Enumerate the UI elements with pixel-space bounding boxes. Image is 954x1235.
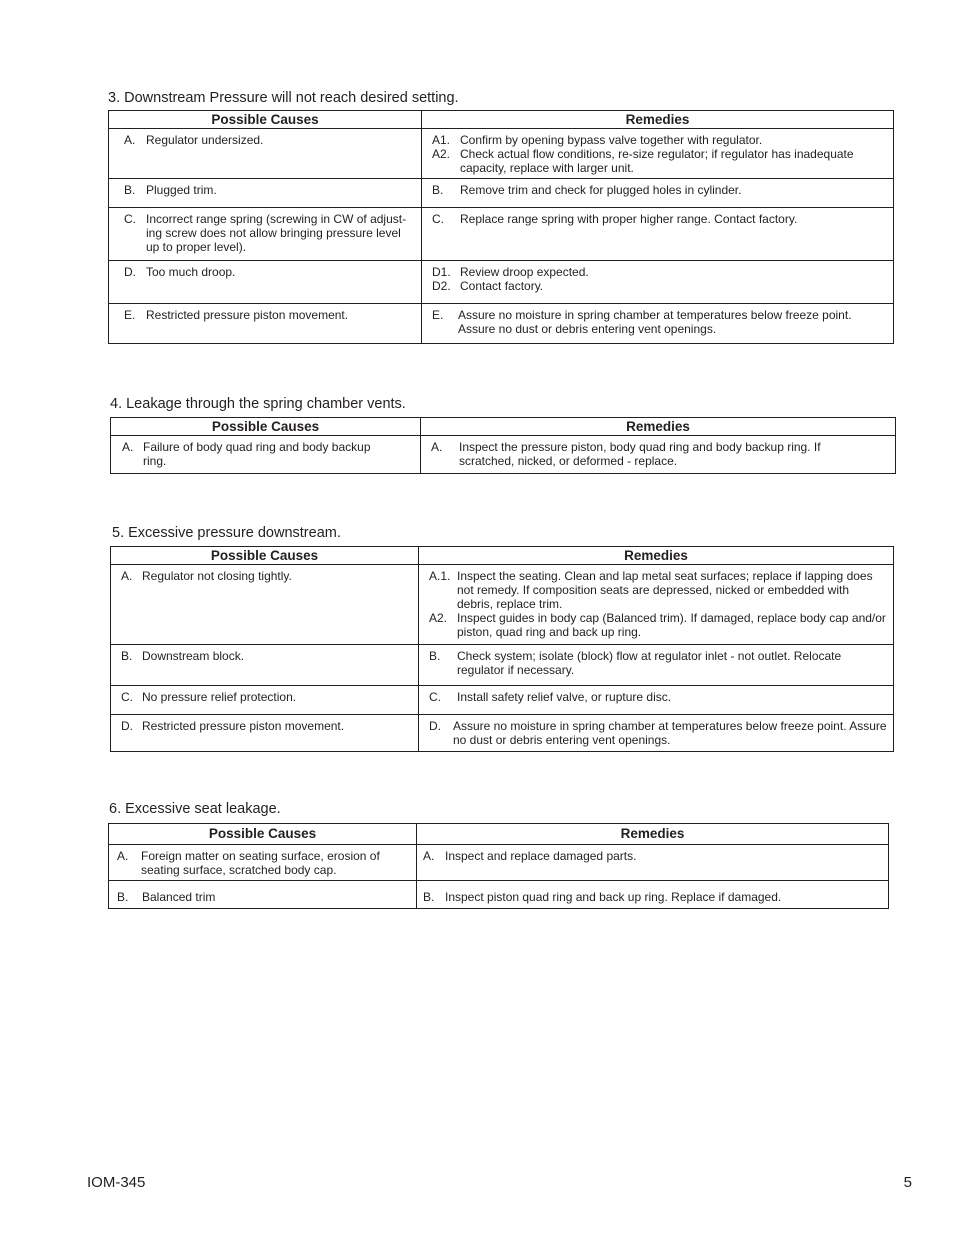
table-row xyxy=(109,304,894,344)
section-title: 6. Excessive seat leakage. xyxy=(109,801,281,817)
remedy-cell xyxy=(417,845,889,881)
remedy-text: Confirm by opening bypass valve together with regulator. xyxy=(460,133,763,147)
remedy-text: Inspect guides in body cap (Balanced trim). If damaged, replace body cap and/or piston, quad ring and back up ring. xyxy=(457,611,886,639)
cause-cell xyxy=(111,645,419,686)
item-label: A. xyxy=(121,569,133,583)
item-label: A2. xyxy=(429,611,448,625)
cause-cell xyxy=(111,686,419,715)
item-label: A. xyxy=(431,440,443,454)
remedy-cell xyxy=(419,686,894,715)
remedy-text: Assure no moisture in spring chamber at temperatures below freeze point. Assure no dust or debris entering vent openings. xyxy=(458,308,852,336)
remedy-text: Install safety relief valve, or rupture disc. xyxy=(457,690,672,704)
item-label: C. xyxy=(121,690,133,704)
cause-cell xyxy=(109,129,422,179)
remedy-text: Check system; isolate (block) flow at regulator inlet - not outlet. Relocate regulator if necessary. xyxy=(457,649,842,677)
remedy-cell xyxy=(422,208,894,261)
remedy-cell xyxy=(419,715,894,752)
table-row xyxy=(109,881,889,909)
section-title: 4. Leakage through the spring chamber vents. xyxy=(110,396,406,412)
item-label: A. xyxy=(423,849,435,863)
remedy-cell xyxy=(421,436,896,474)
remedy-cell xyxy=(417,881,889,909)
cause-text: Foreign matter on seating surface, erosion of seating surface, scratched body cap. xyxy=(141,849,380,877)
item-label: B. xyxy=(121,649,133,663)
remedy-text: Inspect and replace damaged parts. xyxy=(445,849,637,863)
cause-text: Failure of body quad ring and body backup ring. xyxy=(143,440,371,468)
remedies-header: Remedies xyxy=(419,547,894,565)
item-label: A1. xyxy=(432,133,451,147)
remedy-cell xyxy=(422,304,894,344)
cause-text: Regulator undersized. xyxy=(146,133,264,147)
item-label: D. xyxy=(121,719,133,733)
cause-cell xyxy=(109,208,422,261)
causes-header: Possible Causes xyxy=(109,824,417,845)
cause-text: Regulator not closing tightly. xyxy=(142,569,292,583)
remedy-text: Review droop expected. xyxy=(460,265,589,279)
item-label: A. xyxy=(122,440,134,454)
cause-cell xyxy=(111,715,419,752)
document-id: IOM-345 xyxy=(87,1174,146,1191)
item-label: A. xyxy=(117,849,129,863)
item-label: D2. xyxy=(432,279,451,293)
table-row xyxy=(109,208,894,261)
table-row xyxy=(109,845,889,881)
item-label: D. xyxy=(429,719,441,733)
cause-text: Balanced trim xyxy=(142,890,216,904)
remedy-text: Contact factory. xyxy=(460,279,544,293)
table-row xyxy=(111,436,896,474)
troubleshooting-table xyxy=(108,110,894,344)
table-row xyxy=(109,261,894,304)
remedy-text: Check actual flow conditions, re-size regulator; if regulator has inadequate capacity, replace with larger unit. xyxy=(460,147,854,175)
cause-text: Restricted pressure piston movement. xyxy=(146,308,349,322)
page-number: 5 xyxy=(903,1174,912,1191)
remedy-text: Replace range spring with proper higher range. Contact factory. xyxy=(460,212,798,226)
item-label: A.1. xyxy=(429,569,451,583)
table-row xyxy=(111,645,894,686)
cause-text: No pressure relief protection. xyxy=(142,690,297,704)
cause-text: Plugged trim. xyxy=(146,183,217,197)
remedy-cell xyxy=(422,179,894,208)
item-label: B. xyxy=(117,890,129,904)
remedies-header: Remedies xyxy=(417,824,889,845)
item-label: C. xyxy=(429,690,441,704)
table-row xyxy=(109,179,894,208)
cause-text: Downstream block. xyxy=(142,649,245,663)
item-label: B. xyxy=(429,649,441,663)
remedy-text: Inspect the seating. Clean and lap metal seat surfaces; replace if lapping does not remedy. If composition seats are depressed, nicked or embedded with debris, replace trim. xyxy=(457,569,873,611)
table-row xyxy=(111,565,894,645)
remedy-cell xyxy=(422,129,894,179)
cause-cell xyxy=(111,436,421,474)
remedy-cell xyxy=(419,565,894,645)
cause-cell xyxy=(111,565,419,645)
table-row xyxy=(111,686,894,715)
remedies-header: Remedies xyxy=(421,418,896,436)
remedy-text: Inspect the pressure piston, body quad ring and body backup ring. If scratched, nicked, or deformed - replace. xyxy=(459,440,821,468)
cause-cell xyxy=(109,881,417,909)
remedies-header: Remedies xyxy=(422,111,894,129)
item-label: C. xyxy=(432,212,444,226)
item-label: A2. xyxy=(432,147,451,161)
causes-header: Possible Causes xyxy=(111,547,419,565)
remedy-text: Remove trim and check for plugged holes in cylinder. xyxy=(460,183,742,197)
cause-cell xyxy=(109,261,422,304)
item-label: D. xyxy=(124,265,136,279)
remedy-cell xyxy=(419,645,894,686)
section-title: 5. Excessive pressure downstream. xyxy=(112,525,341,541)
item-label: D1. xyxy=(432,265,451,279)
table-row xyxy=(111,715,894,752)
cause-text: Incorrect range spring (screwing in CW of adjust- ing screw does not allow bringing pressure level up to proper level). xyxy=(146,212,407,254)
cause-text: Restricted pressure piston movement. xyxy=(142,719,345,733)
section-title: 3. Downstream Pressure will not reach desired setting. xyxy=(108,90,459,106)
cause-text: Too much droop. xyxy=(146,265,236,279)
cause-cell xyxy=(109,179,422,208)
troubleshooting-table xyxy=(108,823,889,909)
item-label: E. xyxy=(432,308,444,322)
cause-cell xyxy=(109,304,422,344)
item-label: B. xyxy=(423,890,435,904)
remedy-text: Assure no moisture in spring chamber at temperatures below freeze point. Assure no dust or debris entering vent openings. xyxy=(453,719,887,747)
cause-cell xyxy=(109,845,417,881)
item-label: B. xyxy=(432,183,444,197)
remedy-cell xyxy=(422,261,894,304)
table-row xyxy=(109,129,894,179)
troubleshooting-table xyxy=(110,417,896,474)
item-label: E. xyxy=(124,308,136,322)
item-label: C. xyxy=(124,212,136,226)
item-label: B. xyxy=(124,183,136,197)
causes-header: Possible Causes xyxy=(109,111,422,129)
causes-header: Possible Causes xyxy=(111,418,421,436)
item-label: A. xyxy=(124,133,136,147)
remedy-text: Inspect piston quad ring and back up ring. Replace if damaged. xyxy=(445,890,782,904)
troubleshooting-table xyxy=(110,546,894,752)
